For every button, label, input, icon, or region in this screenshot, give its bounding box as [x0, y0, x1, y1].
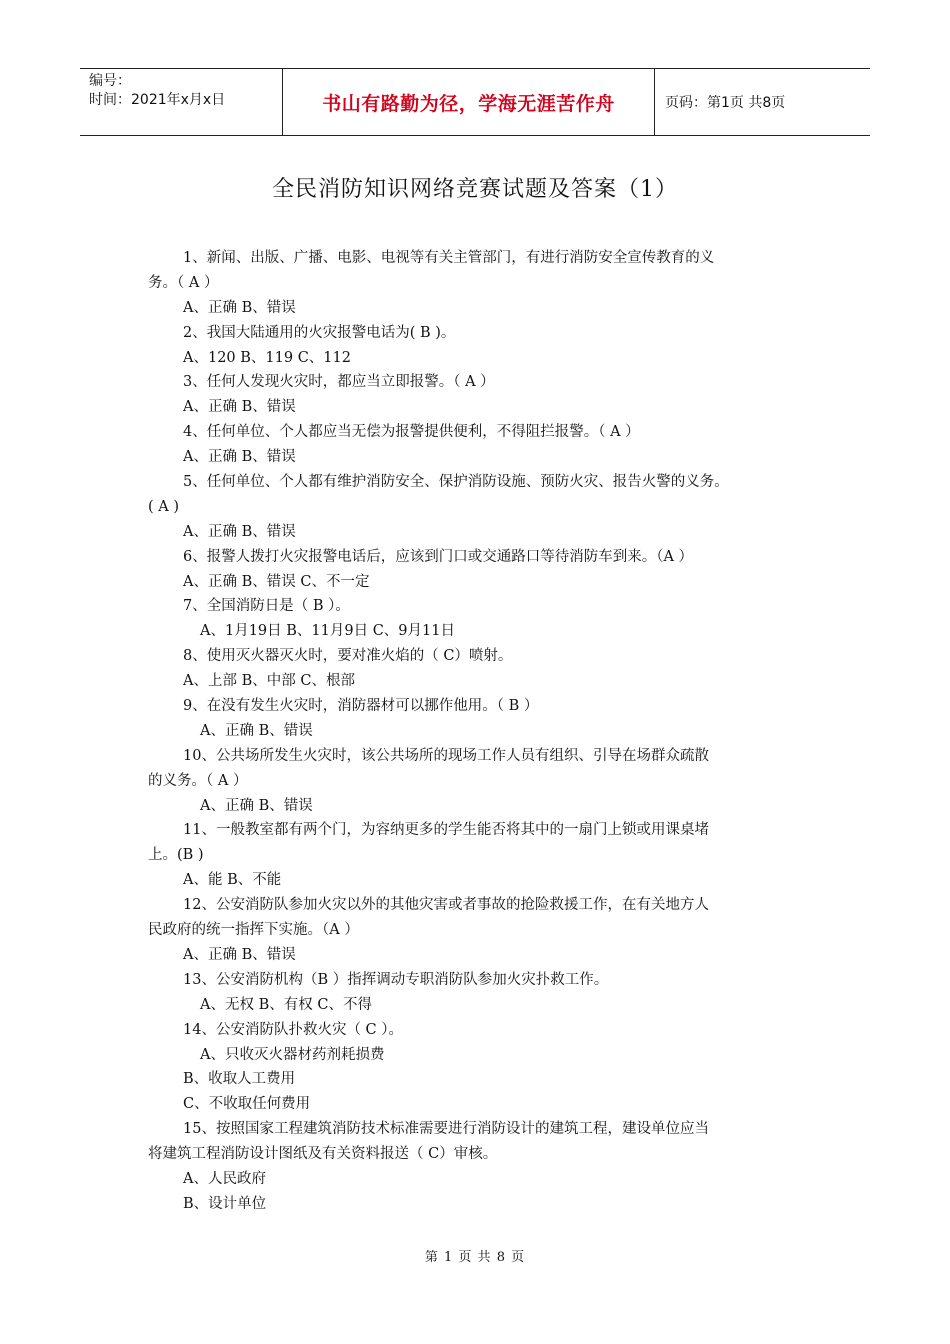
text-line: ( A ) [148, 498, 180, 515]
document-title: 全民消防知识网络竞赛试题及答案（1） [272, 177, 678, 202]
text-line: A、上部 B、中部 C、根部 [183, 673, 355, 690]
question-list [148, 246, 813, 1217]
text-line: 15、按照国家工程建筑消防技术标准需要进行消防设计的建筑工程，建设单位应当 [183, 1121, 709, 1138]
text-line: 上。(B ) [148, 847, 204, 864]
text-line: C、不收取任何费用 [183, 1096, 311, 1113]
text-line: 11、一般教室都有两个门，为容纳更多的学生能否将其中的一扇门上锁或用课桌堵 [183, 822, 709, 839]
text-line: 4、任何单位、个人都应当无偿为报警提供便利，不得阻拦报警。（ A ） [183, 424, 640, 441]
text-line: A、正确 B、错误 C、不一定 [183, 573, 370, 590]
text-line: 6、报警人拨打火灾报警电话后，应该到门口或交通路口等待消防车到来。（A ） [183, 548, 694, 565]
document-header [80, 68, 870, 136]
text-line: 的义务。（ A ） [148, 772, 248, 789]
text-line: 12、公安消防队参加火灾以外的其他灾害或者事故的抢险救援工作，在有关地方人 [183, 897, 709, 914]
text-line: A、120 B、119 C、112 [183, 349, 351, 366]
header-motto: 书山有路勤为径，学海无涯苦作舟 [283, 69, 655, 135]
text-line: A、只收灭火器材药剂耗损费 [200, 1046, 385, 1063]
text-line: 14、公安消防队扑救火灾（ C ）。 [183, 1021, 404, 1038]
header-page-info: 页码：第1页 共8页 [665, 95, 786, 111]
text-line: A、能 B、不能 [183, 872, 282, 889]
code-label: 编号： [89, 73, 131, 89]
text-line: A、正确 B、错误 [183, 399, 296, 416]
text-line: A、正确 B、错误 [183, 523, 296, 540]
text-line: A、正确 B、错误 [200, 797, 313, 814]
text-line: A、正确 B、错误 [183, 946, 296, 963]
text-line: 9、在没有发生火灾时，消防器材可以挪作他用。（ B ） [183, 698, 539, 715]
text-line: A、人民政府 [183, 1170, 266, 1187]
text-line: 5、任何单位、个人都有维护消防安全、保护消防设施、预防火灾、报告火警的义务。 [183, 474, 729, 491]
text-line: 7、全国消防日是（ B ）。 [183, 598, 350, 615]
text-line: B、收取人工费用 [183, 1071, 296, 1088]
header-meta [80, 69, 283, 135]
text-line: 13、公安消防机构（B ）指挥调动专职消防队参加火灾扑救工作。 [183, 971, 609, 988]
text-line: 2、我国大陆通用的火灾报警电话为( B )。 [183, 324, 456, 341]
text-line: B、设计单位 [183, 1195, 267, 1212]
page-footer: 第 1 页 共 8 页 [424, 1250, 526, 1265]
text-line: 1、新闻、出版、广播、电影、电视等有关主管部门，有进行消防安全宣传教育的义 [183, 250, 715, 266]
text-line: A、正确 B、错误 [183, 299, 296, 316]
text-line: 8、使用灭火器灭火时，要对准火焰的（ C）喷射。 [183, 648, 513, 665]
text-line: 3、任何人发现火灾时，都应当立即报警。（ A ） [183, 374, 495, 391]
date-label: 时间：2021年x月x日 [89, 92, 226, 108]
text-line: 将建筑工程消防设计图纸及有关资料报送（ C）审核。 [148, 1146, 498, 1163]
text-line: A、1月19日 B、11月9日 C、9月11日 [200, 623, 455, 640]
text-line: A、无权 B、有权 C、不得 [200, 996, 372, 1013]
text-line: A、正确 B、错误 [200, 722, 313, 739]
text-line: 民政府的统一指挥下实施。（A ） [148, 922, 359, 939]
text-line: A、正确 B、错误 [183, 449, 296, 466]
text-line: 10、公共场所发生火灾时，该公共场所的现场工作人员有组织、引导在场群众疏散 [183, 747, 709, 764]
text-line: 务。（ A ） [148, 274, 219, 291]
